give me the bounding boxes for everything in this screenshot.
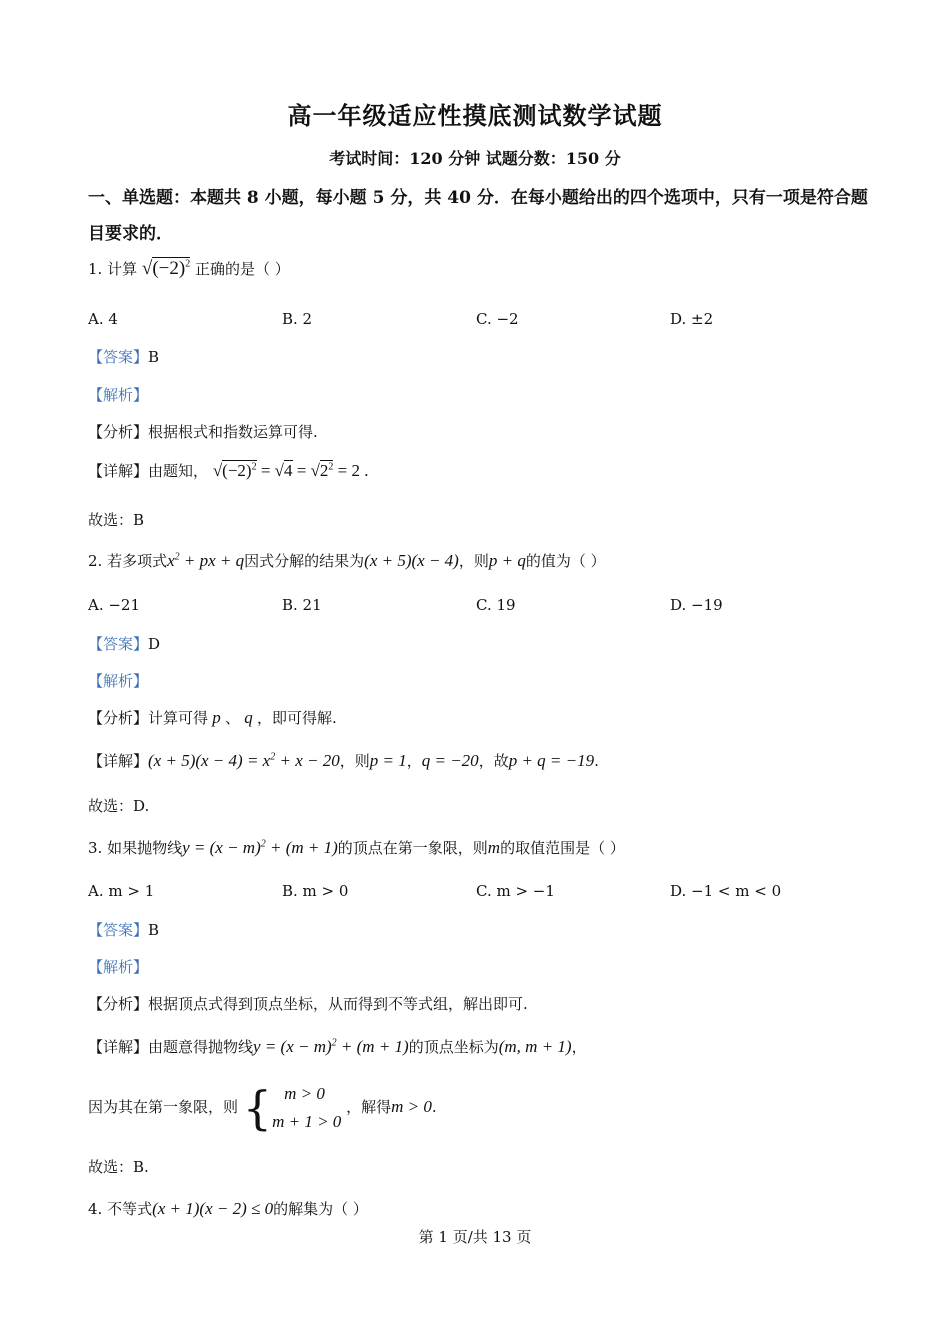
q3-answer: 【答案】B [88, 921, 160, 939]
page-title: 高一年级适应性摸底测试数学试题 [287, 101, 663, 130]
page-footer: 第 1 页/共 13 页 [418, 1228, 532, 1246]
q2-answer: 【答案】D [88, 635, 161, 653]
q2-fenxi: 【分析】计算可得 p 、 q ，即可得解. [88, 708, 337, 727]
q3-option-b: B. m > 0 [282, 882, 349, 900]
q3-detail-system: 因为其在第一象限，则 { m > 0 m + 1 > 0 ，解得m > 0. [88, 1081, 437, 1135]
q1-answer: 【答案】B [88, 348, 160, 366]
q1-fenxi: 【分析】根据根式和指数运算可得. [88, 423, 318, 441]
section-heading: 一、单选题：本题共 8 小题，每小题 5 分，共 40 分．在每小题给出的四个选项中，只有一项是符合题目要求的． [88, 188, 868, 244]
question-3-stem: 3. 如果抛物线$y = (x - m)^2 + (m + 1)$的顶点在第一象限，则m的取值范围是（ ） [88, 838, 625, 857]
q2-analysis-label: 【解析】 [88, 672, 149, 690]
q1-option-c: C. −2 [476, 310, 519, 328]
q2-option-d: D. −19 [670, 596, 723, 614]
question-1-stem: 1. 计算 $√(-2)^2$ 正确的是（ ） [88, 258, 290, 279]
q1-detail: 【详解】由题知， $√(-2)^2 = √4 = √2^2 = 2$ . [88, 461, 369, 480]
q1-analysis-label: 【解析】 [88, 386, 149, 404]
exam-info: 考试时间：120 分钟 试题分数：150 分 [329, 149, 621, 168]
q3-option-d: D. −1 < m < 0 [670, 882, 782, 900]
q2-option-c: C. 19 [476, 596, 516, 614]
q1-choose: 故选：B [88, 511, 145, 529]
q2-option-b: B. 21 [282, 596, 322, 614]
q3-option-c: C. m > −1 [476, 882, 555, 900]
q3-fenxi: 【分析】根据顶点式得到顶点坐标，从而得到不等式组，解出即可. [88, 995, 528, 1013]
q1-option-b: B. 2 [282, 310, 313, 328]
q1-option-d: D. ±2 [670, 310, 714, 328]
q2-choose: 故选：D. [88, 797, 150, 815]
q2-detail: 【详解】$(x + 5)(x - 4) = x^2 + x - 20$，则p = 1，q = −20，故p + q = −19. [88, 751, 599, 770]
question-4-stem: 4. 不等式(x + 1)(x − 2) ≤ 0的解集为（ ） [88, 1199, 368, 1218]
q2-option-a: A. −21 [88, 596, 141, 614]
q3-detail: 【详解】由题意得抛物线$y = (x - m)^2 + (m + 1)$的顶点坐标为(m, m + 1)， [88, 1037, 587, 1056]
question-2-stem: 2. 若多项式$x^2$ + px + q因式分解的结果为(x + 5)(x − 4)，则p + q的值为（ ） [88, 551, 606, 570]
q3-option-a: A. m > 1 [88, 882, 155, 900]
q3-analysis-label: 【解析】 [88, 958, 149, 976]
q1-option-a: A. 4 [88, 310, 118, 328]
q3-choose: 故选：B. [88, 1158, 149, 1176]
